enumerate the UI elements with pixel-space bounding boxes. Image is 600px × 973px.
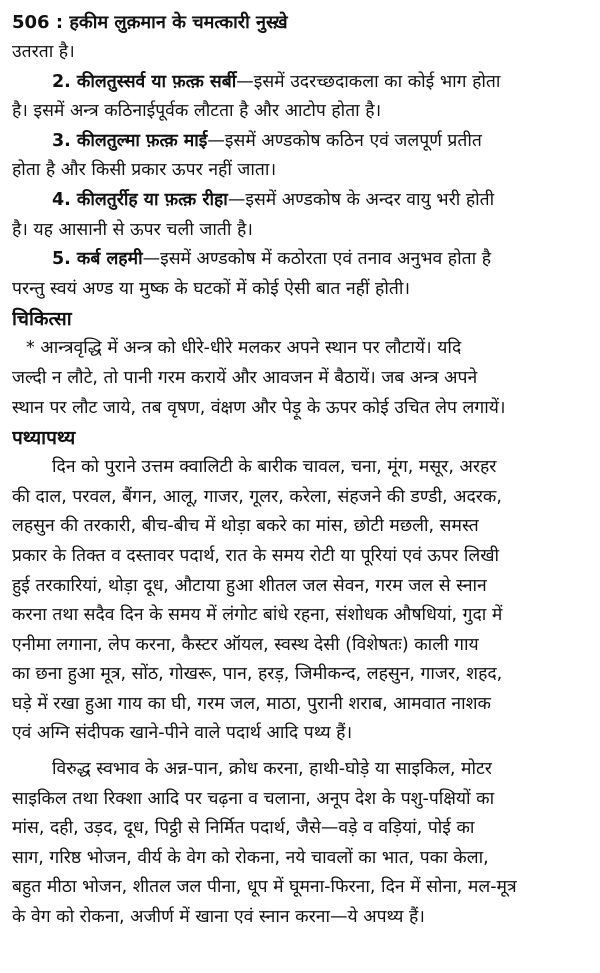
item-term: 2. कीलतुस्सर्व या फ़त्क़ सर्बी <box>52 71 237 92</box>
text-line: साइकिल तथा रिक्शा आदि पर चढ़ना व चलाना, अनूप देश के पशु-पक्षियों का <box>12 788 495 809</box>
text-line: साग, गरिष्ठ भोजन, वीर्य के वेग को रोकना, नये चावलों का भात, पका केला, <box>12 847 489 868</box>
list-item-4 <box>12 186 592 216</box>
text-line: स्थान पर लौट जाये, तब वृषण, वंक्षण और पेड़ू के ऊपर कोई उचित लेप लगायें। <box>12 397 506 418</box>
item-description: —इसमें अण्डकोष में कठोरता एवं तनाव अनुभव होता है <box>142 249 491 270</box>
section-pathyapathya <box>12 423 592 749</box>
text-line: विरुद्ध स्वभाव के अन्न-पान, क्रोध करना, हाथी-घोड़े या साइकिल, मोटर <box>52 759 492 780</box>
section-chikitsa <box>12 304 592 423</box>
page-number: 506 <box>12 12 50 33</box>
text-line: होता है और किसी प्रकार ऊपर नहीं जाता। <box>12 160 277 181</box>
list-item-2 <box>12 68 592 98</box>
section-hernia-types <box>12 38 592 304</box>
text-line: एवं अग्नि संदीपक खाने-पीने वाले पदार्थ आदि पथ्य हैं। <box>12 723 353 744</box>
text-line: जल्दी न लौटे, तो पानी गरम करायें और आवजन में बैठायें। जब अन्त्र अपने <box>12 367 478 388</box>
text-line: उतरता है। <box>12 42 75 62</box>
item-term: 5. कर्ब लहमी <box>52 249 143 270</box>
text-line: मांस, दही, उड़द, दूध, पिट्ठी से निर्मित पदार्थ, जैसे—वड़े व वड़ियां, पोई का <box>12 818 475 839</box>
item-description: —इसमें अण्डकोष कठिन एवं जलपूर्ण प्रतीत <box>207 130 482 151</box>
text-line: परन्तु स्वयं अण्ड या मुष्क के घटकों में कोई ऐसी बात नहीं होती। <box>12 278 411 299</box>
text-line: दिन को पुराने उत्तम क्वालिटी के बारीक चावल, चना, मूंग, मसूर, अरहर <box>52 457 497 478</box>
text-line: की दाल, परवल, बैंगन, आलू, गाजर, गूलर, करेला, संहजने की डण्डी, अदरक, <box>12 486 502 507</box>
running-header <box>12 8 592 38</box>
text-line: है। यह आसानी से ऊपर चली जाती है। <box>12 219 253 240</box>
item-term: 3. कीलतुल्मा फ़त्क़ माई <box>52 130 208 151</box>
text-line: एनीमा लगाना, लेप करना, कैस्टर ऑयल, स्वस्थ देसी (विशेषतः) काली गाय <box>12 634 479 655</box>
section-apathya <box>12 755 592 933</box>
section-heading-pathyapathya: पथ्यापथ्य <box>12 427 76 450</box>
text-line: बहुत मीठा भोजन, शीतल जल पीना, धूप में घूमना-फिरना, दिन में सोना, मल-मूत्र <box>12 877 517 898</box>
text-line: घड़े में रखा हुआ गाय का घी, गरम जल, माठा, पुरानी शराब, आमवात नाशक <box>12 693 491 714</box>
text-line: * आन्त्रवृद्धि में अन्त्र को धीरे-धीरे मलकर अपने स्थान पर लौटायें। यदि <box>26 338 462 359</box>
text-line: हुई तरकारियां, थोड़ा दूध, औटाया हुआ शीतल जल सेवन, गरम जल से स्नान <box>12 575 487 596</box>
text-line: है। इसमें अन्त्र कठिनाईपूर्वक लौटता है और आटोप होता है। <box>12 101 382 122</box>
header-separator: : <box>49 12 70 33</box>
text-line: प्रकार के तिक्त व दस्तावर पदार्थ, रात के समय रोटी या पूरियां एवं ऊपर लिखी <box>12 545 500 566</box>
item-description: —इसमें उदरच्छदाकला का कोई भाग होता <box>236 71 501 92</box>
book-title: हकीम लुक़मान के चमत्कारी नुस्ख़े <box>69 12 288 33</box>
item-description: —इसमें अण्डकोष के अन्दर वायु भरी होती <box>227 189 495 210</box>
book-page <box>12 8 592 968</box>
text-line: के वेग को रोकना, अजीर्ण में खाना एवं स्नान करना—ये अपथ्य हैं। <box>12 907 425 928</box>
list-item-5 <box>12 245 592 275</box>
section-heading-chikitsa: चिकित्सा <box>12 308 72 331</box>
text-line: का छना हुआ मूत्र, सोंठ, गोखरू, पान, हरड़, जिमीकन्द, लहसुन, गाजर, शहद, <box>12 664 503 685</box>
list-item-3 <box>12 127 592 157</box>
text-line: लहसुन की तरकारी, बीच-बीच में थोड़ा बकरे का मांस, छोटी मछली, समस्त <box>12 516 479 537</box>
item-term: 4. कीलतुर्रीह या फ़त्क़ रीहा <box>52 189 228 210</box>
text-line: करना तथा सदैव दिन के समय में लंगोट बांधे रहना, संशोधक औषधियां, गुदा में <box>12 605 503 626</box>
